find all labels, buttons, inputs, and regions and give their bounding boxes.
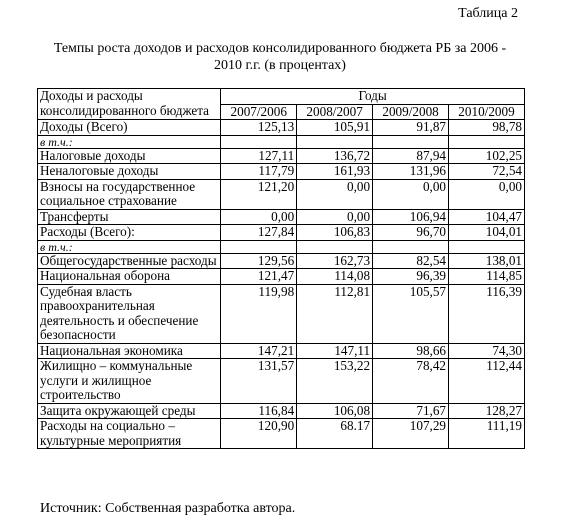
row-label: Взносы на государственное социальное страхование: [38, 179, 221, 209]
table-row: [38, 284, 525, 343]
value-cell: 129,56: [221, 253, 297, 269]
value-cell: 74,30: [449, 343, 525, 359]
row-label: в т.ч.:: [38, 135, 221, 148]
value-cell: 112,81: [297, 284, 373, 343]
value-cell: 0,00: [221, 209, 297, 225]
caption-line-2: 2010 г.г. (в процентах): [214, 58, 346, 73]
row-label-header-line2: консолидированного бюджета: [40, 102, 210, 118]
table-number: Таблица 2: [458, 6, 518, 21]
value-cell: 0,00: [373, 179, 449, 209]
row-label: Доходы (Всего): [38, 120, 221, 136]
budget-growth-table: [37, 88, 525, 449]
value-cell: 121,47: [221, 269, 297, 285]
value-cell: [221, 240, 297, 253]
row-label: Защита окружающей среды: [38, 403, 221, 419]
value-cell: 128,27: [449, 403, 525, 419]
value-cell: 71,67: [373, 403, 449, 419]
caption-line-1: Темпы роста доходов и расходов консолидированного бюджета РБ за 2006 -: [53, 41, 507, 56]
period-header: 2007/2006: [221, 104, 297, 120]
value-cell: 96,39: [373, 269, 449, 285]
table-caption: [30, 40, 530, 74]
value-cell: 107,29: [373, 419, 449, 449]
table-row: [38, 164, 525, 180]
value-cell: 162,73: [297, 253, 373, 269]
table-body: [38, 120, 525, 449]
value-cell: 72,54: [449, 164, 525, 180]
source-note: Источник: Собственная разработка автора.: [40, 501, 296, 516]
value-cell: 105,91: [297, 120, 373, 136]
row-label: Национальная экономика: [38, 343, 221, 359]
value-cell: 91,87: [373, 120, 449, 136]
row-label: Общегосударственные расходы: [38, 253, 221, 269]
table-row: [38, 240, 525, 253]
value-cell: 106,94: [373, 209, 449, 225]
row-label: Трансферты: [38, 209, 221, 225]
value-cell: 82,54: [373, 253, 449, 269]
row-label: Неналоговые доходы: [38, 164, 221, 180]
row-label: Налоговые доходы: [38, 148, 221, 164]
value-cell: [297, 135, 373, 148]
value-cell: 138,01: [449, 253, 525, 269]
value-cell: 114,08: [297, 269, 373, 285]
value-cell: 78,42: [373, 359, 449, 404]
period-header: 2009/2008: [373, 104, 449, 120]
row-label: в т.ч.:: [38, 240, 221, 253]
value-cell: 0,00: [297, 209, 373, 225]
table-row: [38, 343, 525, 359]
value-cell: 98,66: [373, 343, 449, 359]
value-cell: 104,47: [449, 209, 525, 225]
row-label: Жилищно – коммунальные услуги и жилищное строительство: [38, 359, 221, 404]
table-row: [38, 269, 525, 285]
period-header: 2008/2007: [297, 104, 373, 120]
value-cell: 136,72: [297, 148, 373, 164]
value-cell: 111,19: [449, 419, 525, 449]
value-cell: 105,57: [373, 284, 449, 343]
value-cell: 147,11: [297, 343, 373, 359]
row-label: Национальная оборона: [38, 269, 221, 285]
value-cell: 0,00: [297, 179, 373, 209]
row-label: Судебная власть правоохранительная деятельность и обеспечение безопасности: [38, 284, 221, 343]
value-cell: 106,08: [297, 403, 373, 419]
value-cell: 131,96: [373, 164, 449, 180]
value-cell: 117,79: [221, 164, 297, 180]
table-row: [38, 135, 525, 148]
row-label-header-line1: Доходы и расходы: [40, 88, 143, 103]
value-cell: 131,57: [221, 359, 297, 404]
value-cell: 112,44: [449, 359, 525, 404]
table-row: [38, 253, 525, 269]
table-row: [38, 419, 525, 449]
value-cell: 127,84: [221, 225, 297, 241]
value-cell: 127,11: [221, 148, 297, 164]
value-cell: 116,39: [449, 284, 525, 343]
table-row: [38, 148, 525, 164]
value-cell: [373, 240, 449, 253]
value-cell: 119,98: [221, 284, 297, 343]
value-cell: 147,21: [221, 343, 297, 359]
value-cell: 120,90: [221, 419, 297, 449]
value-cell: 121,20: [221, 179, 297, 209]
value-cell: 102,25: [449, 148, 525, 164]
value-cell: [449, 135, 525, 148]
value-cell: 96,70: [373, 225, 449, 241]
value-cell: 87,94: [373, 148, 449, 164]
table-row: [38, 359, 525, 404]
value-cell: 114,85: [449, 269, 525, 285]
row-label: Расходы на социально – культурные мероприятия: [38, 419, 221, 449]
row-label: Расходы (Всего):: [38, 225, 221, 241]
value-cell: [297, 240, 373, 253]
table-row: [38, 179, 525, 209]
value-cell: 106,83: [297, 225, 373, 241]
value-cell: 98,78: [449, 120, 525, 136]
value-cell: 68.17: [297, 419, 373, 449]
value-cell: [373, 135, 449, 148]
value-cell: [449, 240, 525, 253]
years-header: Годы: [221, 89, 525, 105]
value-cell: 153,22: [297, 359, 373, 404]
value-cell: 104,01: [449, 225, 525, 241]
value-cell: 161,93: [297, 164, 373, 180]
table-row: [38, 225, 525, 241]
row-label-header: [38, 89, 221, 120]
value-cell: 125,13: [221, 120, 297, 136]
value-cell: [221, 135, 297, 148]
table-row: [38, 403, 525, 419]
value-cell: 116,84: [221, 403, 297, 419]
period-header: 2010/2009: [449, 104, 525, 120]
header-row-1: [38, 89, 525, 105]
value-cell: 0,00: [449, 179, 525, 209]
table-row: [38, 209, 525, 225]
table-row: [38, 120, 525, 136]
